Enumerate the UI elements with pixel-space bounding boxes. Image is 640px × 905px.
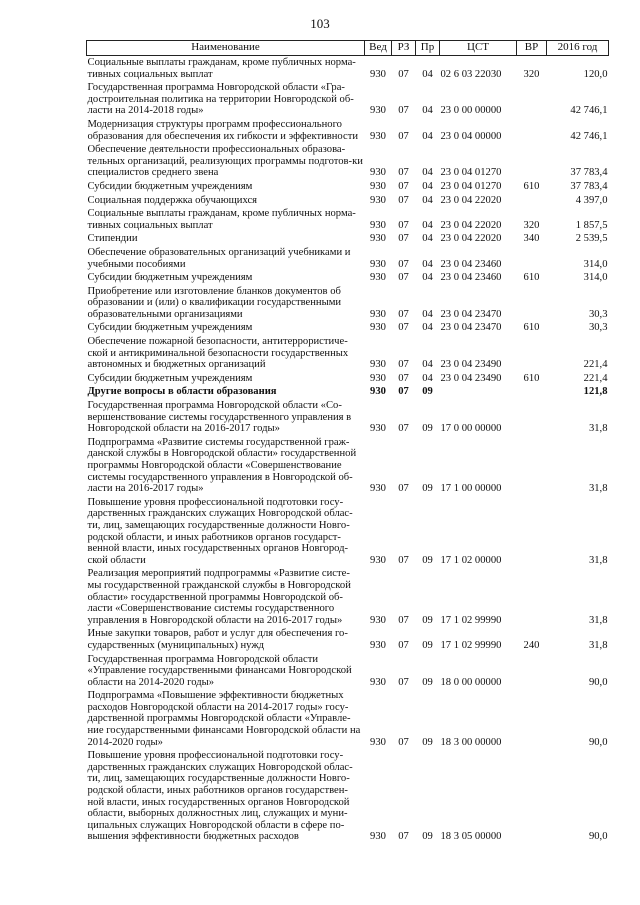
cell-name: Подпрограмма «Развитие системы государственной граж-данской службы в Новгородской области» государственной программы Новгородской области «Совершенствование системы государственного управления в Новгородской об-ласти на 2016-2017 годы» [87, 436, 357, 495]
header-cst: ЦСТ [440, 41, 517, 56]
cell-cst: 18 3 05 00000 [440, 831, 502, 843]
cell-vr: 610 [523, 322, 540, 334]
table-row [87, 207, 609, 232]
cell-rz: 07 [398, 322, 409, 334]
cell-pr: 09 [422, 614, 433, 626]
cell-sum: 31,8 [588, 423, 608, 435]
table-body [87, 56, 609, 845]
table-row [87, 567, 609, 627]
cell-ved: 930 [370, 272, 386, 284]
cell-vr: 320 [523, 68, 540, 80]
cell-rz: 07 [398, 130, 409, 142]
cell-rz: 07 [398, 386, 409, 398]
cell-cst: 02 6 03 22030 [440, 68, 502, 80]
cell-name: Обеспечение деятельности профессиональных образова-тельных организаций, реализующих программы подготов-ки специалистов среднего звена [87, 144, 363, 179]
cell-cst: 17 1 02 00000 [440, 554, 502, 566]
table-row [87, 56, 609, 82]
cell-ved: 930 [370, 639, 386, 651]
cell-rz: 07 [398, 483, 409, 495]
cell-pr: 09 [422, 676, 433, 688]
table-row [87, 399, 609, 436]
cell-cst [440, 385, 517, 399]
cell-ved: 930 [370, 322, 386, 334]
cell-pr: 04 [422, 308, 433, 320]
cell-sum: 90,0 [588, 831, 608, 843]
cell-rz: 07 [398, 614, 409, 626]
cell-name: Социальные выплаты гражданам, кроме публичных норма-тивных социальных выплат [87, 57, 356, 80]
table-row [87, 385, 609, 399]
cell-pr: 04 [422, 233, 433, 245]
cell-vr [517, 689, 547, 749]
header-ved: Вед [365, 41, 392, 56]
cell-ved: 930 [370, 386, 386, 398]
cell-rz: 07 [398, 180, 409, 192]
cell-name: Другие вопросы в области образования [87, 386, 277, 398]
cell-rz: 07 [398, 554, 409, 566]
cell-sum: 30,3 [588, 308, 608, 320]
cell-sum: 314,0 [583, 258, 608, 270]
cell-vr: 610 [523, 272, 540, 284]
cell-cst: 23 0 04 23470 [440, 322, 502, 334]
cell-name: Реализация мероприятий подпрограммы «Развитие систе-мы государственной гражданской службы в Новгородской области» государственной программы Новгородской об-ласти «Совершенствование системы государственного управления в Новгородской области на 2016-2017 годы» [87, 568, 351, 626]
cell-name: Субсидии бюджетным учреждениям [87, 372, 253, 384]
cell-vr [517, 81, 547, 118]
cell-rz: 07 [398, 639, 409, 651]
cell-vr [517, 194, 547, 208]
table-row [87, 749, 609, 844]
table-row [87, 372, 609, 386]
cell-vr: 610 [523, 372, 540, 384]
cell-rz: 07 [398, 68, 409, 80]
cell-sum: 90,0 [588, 736, 608, 748]
table-row [87, 436, 609, 496]
cell-ved: 930 [370, 233, 386, 245]
cell-cst: 17 1 00 00000 [440, 483, 502, 495]
cell-ved: 930 [370, 423, 386, 435]
cell-ved: 930 [370, 308, 386, 320]
cell-cst: 23 0 04 22020 [440, 219, 502, 231]
cell-ved: 930 [370, 372, 386, 384]
cell-name: Стипендии [87, 233, 138, 245]
cell-ved: 930 [370, 736, 386, 748]
cell-sum: 42 746,1 [570, 130, 608, 142]
cell-sum: 31,8 [588, 639, 608, 651]
cell-name: Приобретение или изготовление бланков документов об образовании и (или) о квалификации государственными образовательными организациями [87, 285, 342, 320]
cell-sum: 31,8 [588, 483, 608, 495]
cell-name: Модернизация структуры программ профессионального образования для обеспечения их гибкости и эффективности [87, 118, 358, 142]
cell-ved: 930 [370, 105, 386, 117]
cell-rz: 07 [398, 272, 409, 284]
table-row [87, 118, 609, 143]
cell-name: Социальная поддержка обучающихся [87, 194, 258, 206]
cell-pr: 04 [422, 359, 433, 371]
cell-ved: 930 [370, 676, 386, 688]
cell-pr: 09 [422, 639, 433, 651]
cell-cst: 17 1 02 99990 [440, 614, 502, 626]
cell-rz: 07 [398, 359, 409, 371]
cell-pr: 04 [422, 105, 433, 117]
cell-rz: 07 [398, 105, 409, 117]
table-header-row [87, 41, 609, 56]
cell-name: Социальные выплаты гражданам, кроме публичных норма-тивных социальных выплат [87, 208, 356, 231]
table-row [87, 689, 609, 749]
cell-ved: 930 [370, 68, 386, 80]
cell-pr: 04 [422, 258, 433, 270]
cell-pr: 04 [422, 167, 433, 179]
cell-pr: 04 [422, 180, 433, 192]
cell-name: Субсидии бюджетным учреждениям [87, 180, 253, 192]
cell-pr: 09 [422, 483, 433, 495]
cell-ved: 930 [370, 831, 386, 843]
cell-cst: 17 0 00 00000 [440, 423, 502, 435]
cell-sum: 37 783,4 [570, 180, 608, 192]
cell-sum: 314,0 [583, 272, 608, 284]
cell-name: Подпрограмма «Повышение эффективности бюджетных расходов Новгородской области на 2014-2017 годы» госу-дарственной программы Новгородской области «Управле-ние государственными финансами Новгородской области на 2014-2020 годы» [87, 690, 361, 748]
cell-pr: 09 [422, 831, 433, 843]
cell-name: Государственная программа Новгородской области «Гра-достроительная политика на территории Новгородской об-ласти на 2014-2018 годы» [87, 82, 354, 117]
cell-vr [517, 436, 547, 496]
cell-sum: 42 746,1 [570, 105, 608, 117]
cell-cst: 18 0 00 00000 [440, 676, 502, 688]
cell-rz: 07 [398, 423, 409, 435]
cell-cst: 23 0 04 00000 [440, 130, 502, 142]
cell-cst: 23 0 04 22020 [440, 194, 502, 206]
table-row [87, 627, 609, 652]
cell-rz: 07 [398, 831, 409, 843]
table-row [87, 321, 609, 335]
cell-rz: 07 [398, 372, 409, 384]
cell-pr: 09 [422, 736, 433, 748]
cell-vr [517, 118, 547, 143]
cell-name: Повышение уровня профессиональной подготовки госу-дарственных гражданских служащих Новгородской облас-ти, лиц, замещающих государственные должности Новго-родской области, и иных работников органов государст-венной власти, иных государственных органов Новгород-ской области [87, 496, 353, 566]
table-row [87, 143, 609, 180]
table-row [87, 271, 609, 285]
cell-pr: 04 [422, 68, 433, 80]
cell-ved: 930 [370, 483, 386, 495]
cell-vr [517, 749, 547, 844]
cell-sum: 120,0 [583, 68, 608, 80]
cell-name: Субсидии бюджетным учреждениям [87, 322, 253, 334]
cell-cst: 18 3 00 00000 [440, 736, 502, 748]
cell-sum: 4 397,0 [575, 194, 608, 206]
cell-ved: 930 [370, 258, 386, 270]
cell-pr: 09 [422, 386, 433, 398]
cell-pr: 04 [422, 322, 433, 334]
cell-vr [517, 143, 547, 180]
cell-rz: 07 [398, 167, 409, 179]
cell-vr: 320 [523, 219, 540, 231]
table-row [87, 81, 609, 118]
cell-vr: 340 [523, 233, 540, 245]
table-row [87, 180, 609, 194]
cell-name: Государственная программа Новгородской области «Со-вершенствование системы государственного управления в Новгородской области на 2016-2017 годы» [87, 400, 352, 435]
table-row [87, 496, 609, 568]
cell-rz: 07 [398, 736, 409, 748]
cell-pr: 04 [422, 272, 433, 284]
budget-table [86, 40, 609, 844]
cell-sum: 221,4 [583, 359, 608, 371]
cell-cst: 23 0 04 23460 [440, 258, 502, 270]
cell-sum: 2 539,5 [575, 233, 608, 245]
table-row [87, 232, 609, 246]
cell-cst: 17 1 02 99990 [440, 639, 502, 651]
cell-sum: 31,8 [588, 614, 608, 626]
cell-cst: 23 0 00 00000 [440, 105, 502, 117]
cell-sum: 90,0 [588, 676, 608, 688]
cell-name: Государственная программа Новгородской области «Управление государственными финансами Новгородской области на 2014-2020 годы» [87, 653, 352, 688]
cell-vr [517, 653, 547, 690]
cell-cst: 23 0 04 23470 [440, 308, 502, 320]
cell-pr: 09 [422, 554, 433, 566]
cell-pr: 04 [422, 194, 433, 206]
cell-cst: 23 0 04 23490 [440, 359, 502, 371]
table-row [87, 246, 609, 271]
table-row [87, 285, 609, 322]
cell-rz: 07 [398, 258, 409, 270]
cell-rz: 07 [398, 194, 409, 206]
cell-ved: 930 [370, 130, 386, 142]
header-pr: Пр [416, 41, 440, 56]
cell-rz: 07 [398, 219, 409, 231]
cell-sum: 31,8 [588, 554, 608, 566]
cell-ved: 930 [370, 180, 386, 192]
cell-vr: 240 [523, 639, 540, 651]
cell-rz: 07 [398, 676, 409, 688]
page-number: 103 [310, 16, 330, 31]
cell-sum: 121,8 [583, 386, 608, 398]
cell-ved: 930 [370, 194, 386, 206]
cell-ved: 930 [370, 554, 386, 566]
cell-cst: 23 0 04 01270 [440, 180, 502, 192]
table-row [87, 653, 609, 690]
header-name: Наименование [87, 41, 365, 56]
cell-ved: 930 [370, 359, 386, 371]
cell-rz: 07 [398, 308, 409, 320]
table-row [87, 194, 609, 208]
cell-vr [517, 385, 547, 399]
cell-vr [517, 496, 547, 568]
header-year: 2016 год [547, 41, 609, 56]
cell-cst: 23 0 04 23490 [440, 372, 502, 384]
cell-rz: 07 [398, 233, 409, 245]
cell-sum: 221,4 [583, 372, 608, 384]
cell-name: Иные закупки товаров, работ и услуг для обеспечения го-сударственных (муниципальных) нужд [87, 628, 348, 651]
cell-pr: 04 [422, 130, 433, 142]
cell-pr: 09 [422, 423, 433, 435]
cell-ved: 930 [370, 614, 386, 626]
header-vr: ВР [517, 41, 547, 56]
cell-name: Субсидии бюджетным учреждениям [87, 272, 253, 284]
cell-vr [517, 246, 547, 271]
cell-sum: 1 857,5 [575, 219, 608, 231]
cell-sum: 30,3 [588, 322, 608, 334]
cell-vr: 610 [523, 180, 540, 192]
cell-name: Обеспечение образовательных организаций учебниками и учебными пособиями [87, 246, 351, 270]
cell-pr: 04 [422, 219, 433, 231]
cell-vr [517, 335, 547, 372]
cell-vr [517, 399, 547, 436]
cell-vr [517, 285, 547, 322]
cell-cst: 23 0 04 22020 [440, 233, 502, 245]
cell-pr: 04 [422, 372, 433, 384]
cell-cst: 23 0 04 23460 [440, 272, 502, 284]
header-rz: РЗ [392, 41, 416, 56]
cell-name: Обеспечение пожарной безопасности, антитеррористиче-ской и антикриминальной безопасности государственных автономных и бюджетных организаций [87, 336, 349, 371]
cell-ved: 930 [370, 219, 386, 231]
table-row [87, 335, 609, 372]
cell-cst: 23 0 04 01270 [440, 167, 502, 179]
cell-sum: 37 783,4 [570, 167, 608, 179]
cell-ved: 930 [370, 167, 386, 179]
cell-vr [517, 567, 547, 627]
cell-name: Повышение уровня профессиональной подготовки госу-дарственных гражданских служащих Новгородской облас-ти, лиц, замещающих государственные должности Новго-родской области, иных работников органов государствен-ной власти, иных государственных органов Новгородской области, выборных должностных лиц, служащих и муни-ципальных служащих Новгородской области в сфере по-вышения эффективности бюджетных расходов [87, 750, 353, 843]
